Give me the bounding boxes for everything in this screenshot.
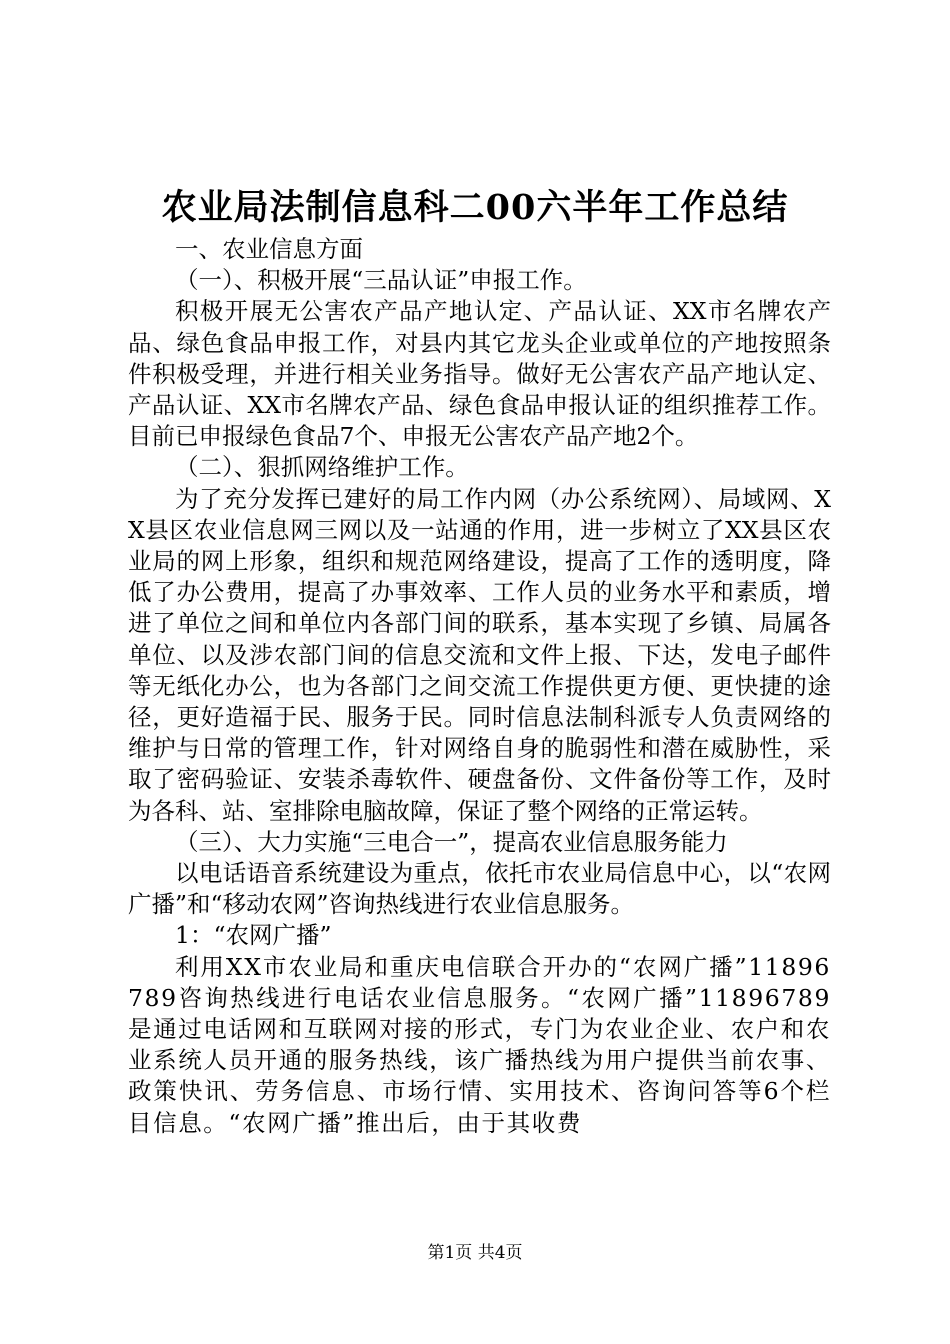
subsection-heading-1: （一）、积极开展“三品认证”申报工作。 <box>175 266 587 295</box>
document-body <box>128 234 831 1139</box>
document-title: 农业局法制信息科二00六半年工作总结 <box>161 187 789 228</box>
subsection-heading-2: （二）、狠抓网络维护工作。 <box>175 453 469 482</box>
subsection-heading-3: （三）、大力实施“三电合一”，提高农业信息服务能力 <box>175 827 728 856</box>
section-heading: 一、农业信息方面 <box>175 235 363 263</box>
paragraph-1: 积极开展无公害农产品产地认定、产品认证、XX市名牌农产品、绿色食品申报工作，对县内其它龙头企业或单位的产地按照条件积极受理，并进行相关业务指导。做好无公害农产品产地认定、产品认证、XX市名牌农产品、绿色食品申报认证的组织推荐工作。目前已申报绿色食品7个、申报无公害农产品产地2个。 <box>128 297 831 451</box>
paragraph-2: 为了充分发挥已建好的局工作内网（办公系统网）、局域网、XX县区农业信息网三网以及一站通的作用，进一步树立了XX县区农业局的网上形象，组织和规范网络建设，提高了工作的透明度，降低了办公费用，提高了办事效率、工作人员的业务水平和素质，增进了单位之间和单位内各部门间的联系，基本实现了乡镇、局属各单位、以及涉农部门间的信息交流和文件上报、下达，发电子邮件等无纸化办公，也为各部门之间交流工作提供更方便、更快捷的途径，更好造福于民、服务于民。同时信息法制科派专人负责网络的维护与日常的管理工作，针对网络自身的脆弱性和潜在威胁性，采取了密码验证、安装杀毒软件、硬盘备份、文件备份等工作，及时为各科、站、室排除电脑故障，保证了整个网络的正常运转。 <box>128 484 831 825</box>
paragraph-3: 以电话语音系统建设为重点，依托市农业局信息中心，以“农网广播”和“移动农网”咨询热线进行农业信息服务。 <box>128 859 831 919</box>
page-footer: 第1页 共4页 <box>427 1243 523 1263</box>
item-heading-1: 1：“农网广播” <box>175 921 332 950</box>
paragraph-4: 利用XX市农业局和重庆电信联合开办的“农网广播”11896789咨询热线进行电话农业信息服务。“农网广播”11896789是通过电话网和互联网对接的形式，专门为农业企业、农户和农业系统人员开通的服务热线，该广播热线为用户提供当前农事、政策快讯、劳务信息、市场行情、实用技术、咨询问答等6个栏目信息。“农网广播”推出后，由于其收费 <box>128 952 831 1137</box>
